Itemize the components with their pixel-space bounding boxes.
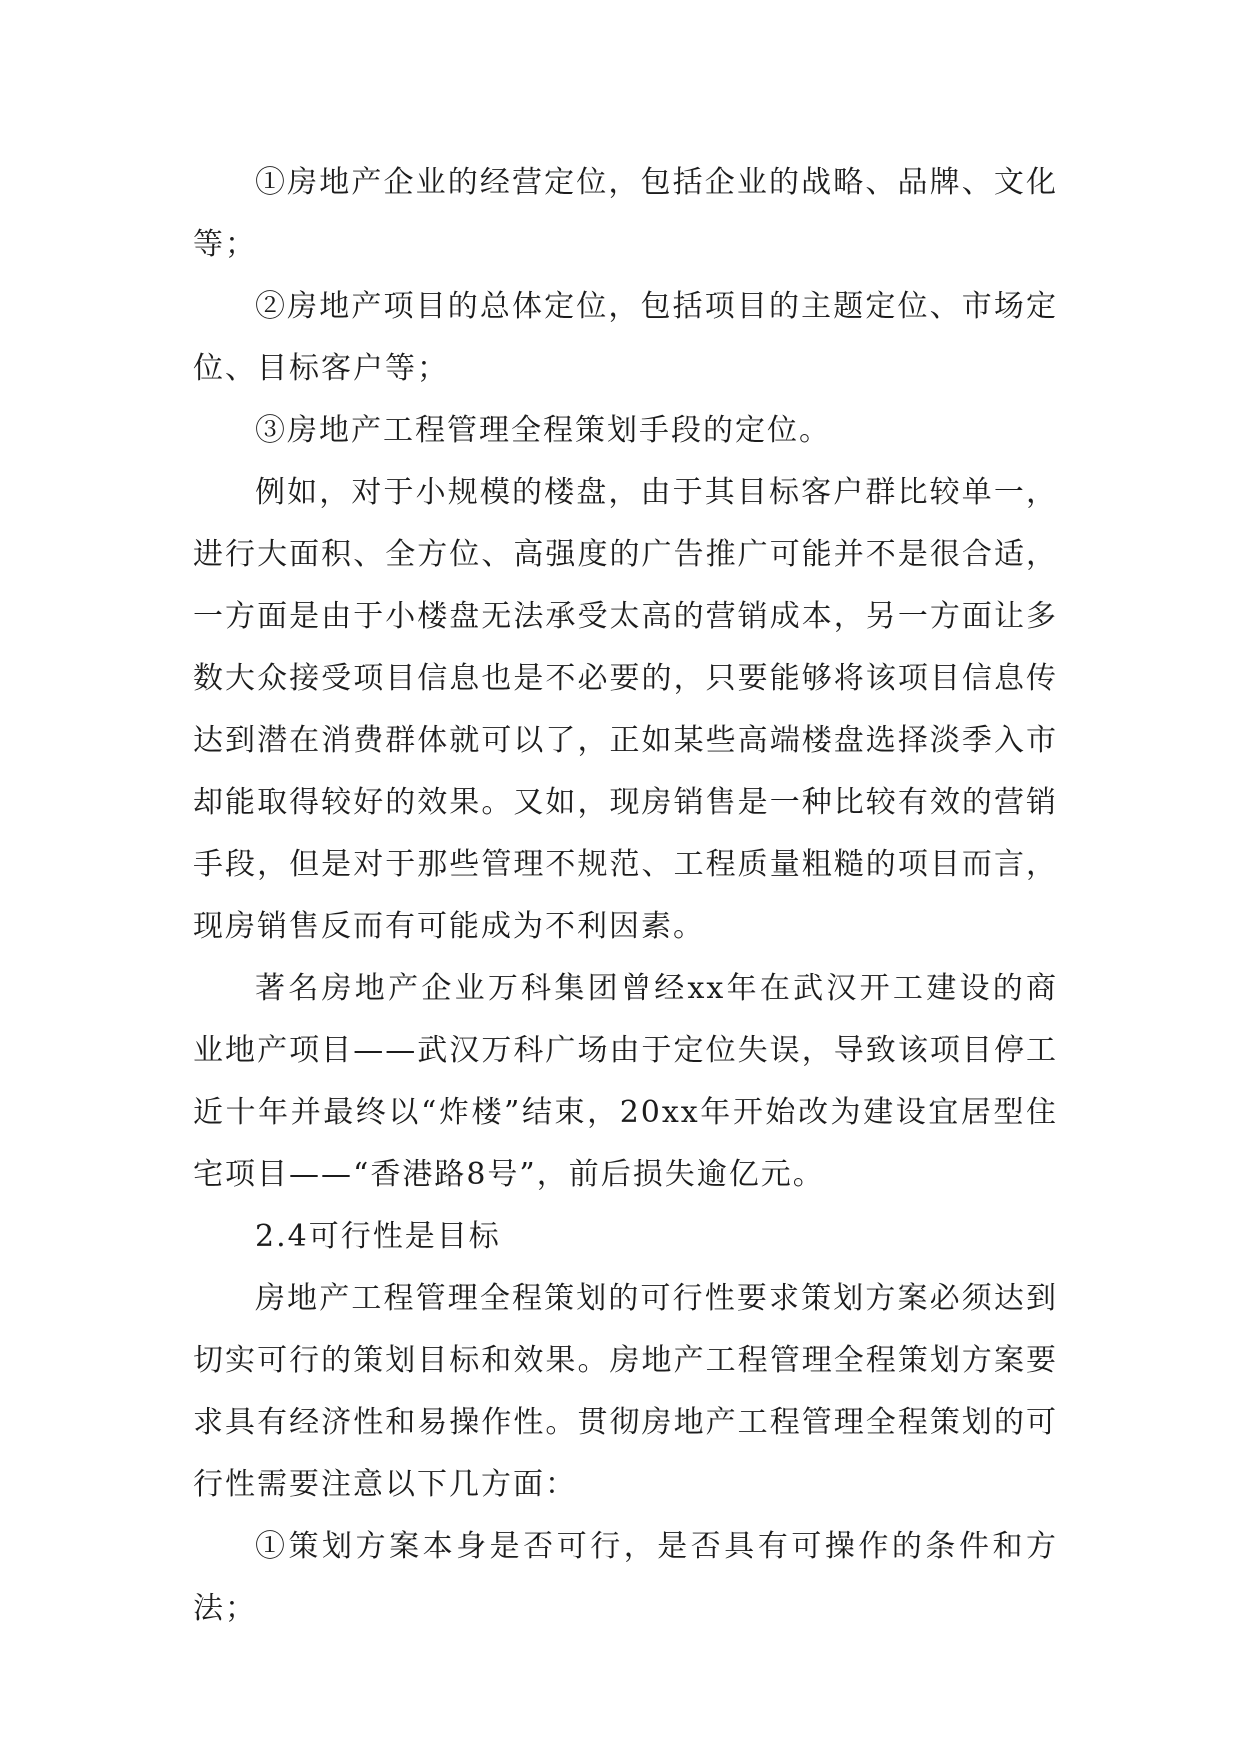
paragraph-enterprise-positioning: ①房地产企业的经营定位，包括企业的战略、品牌、文化等； (193, 165, 1058, 262)
section-heading-feasibility: 2.4可行性是目标 (255, 1219, 501, 1254)
paragraph-feasibility: 房地产工程管理全程策划的可行性要求策划方案必须达到切实可行的策划目标和效果。房地产工程管理全程策划方案要求具有经济性和易操作性。贯彻房地产工程管理全程策划的可行性需要注意以下几方面： (193, 1281, 1058, 1502)
paragraph-vanke-case: 著名房地产企业万科集团曾经xx年在武汉开工建设的商业地产项目——武汉万科广场由于定位失误，导致该项目停工近十年并最终以“炸楼”结束，20xx年开始改为建设宜居型住宅项目——“香港路8号”，前后损失逾亿元。 (193, 971, 1058, 1192)
paragraph-example: 例如，对于小规模的楼盘，由于其目标客户群比较单一，进行大面积、全方位、高强度的广告推广可能并不是很合适，一方面是由于小楼盘无法承受太高的营销成本，另一方面让多数大众接受项目信息也是不必要的，只要能够将该项目信息传达到潜在消费群体就可以了，正如某些高端楼盘选择淡季入市却能取得较好的效果。又如，现房销售是一种比较有效的营销手段，但是对于那些管理不规范、工程质量粗糙的项目而言，现房销售反而有可能成为不利因素。 (193, 475, 1058, 944)
paragraph-project-positioning: ②房地产项目的总体定位，包括项目的主题定位、市场定位、目标客户等； (193, 289, 1058, 386)
document-body (193, 152, 1058, 1640)
paragraph-means-positioning: ③房地产工程管理全程策划手段的定位。 (255, 413, 831, 448)
paragraph-plan-feasible: ①策划方案本身是否可行，是否具有可操作的条件和方法； (193, 1529, 1058, 1626)
